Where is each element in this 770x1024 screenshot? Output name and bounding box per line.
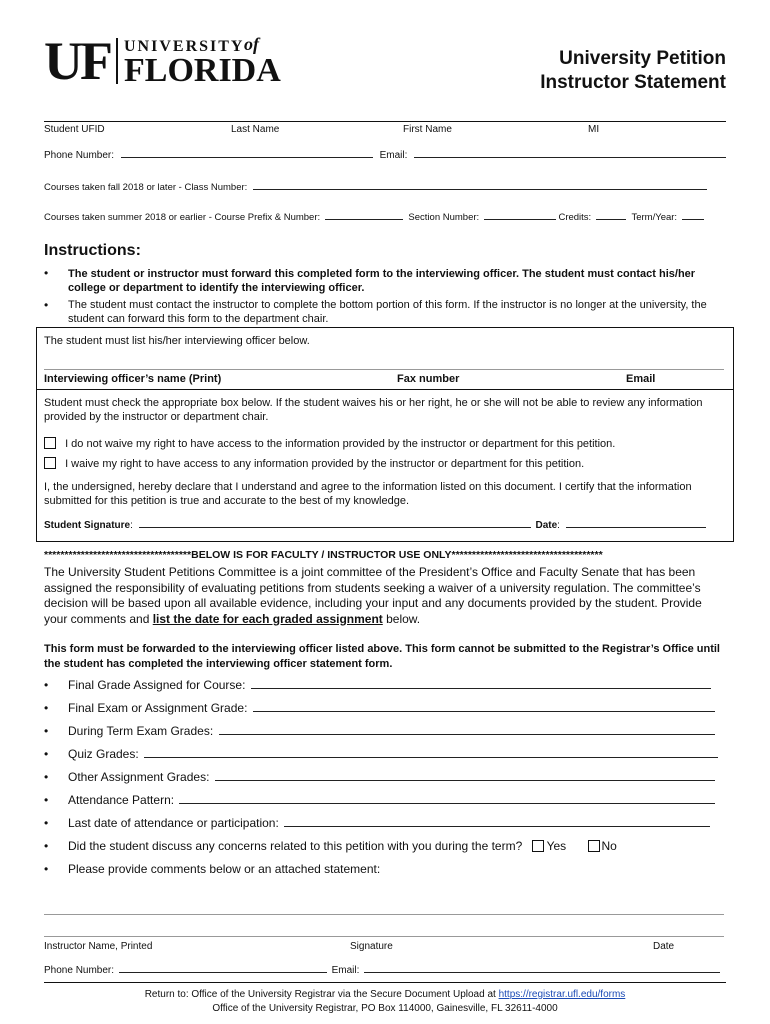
other-grades-item	[68, 770, 715, 784]
attendance-label: Attendance Pattern:	[68, 793, 175, 807]
col-officer-name: Interviewing officer’s name (Print)	[44, 373, 222, 385]
forward-notice: This form must be forwarded to the interviewing officer listed above. This form cannot be submitted to the Registrar’s Office until the student has completed the interviewing officer statement form.	[44, 643, 720, 670]
attendance-item	[68, 793, 715, 807]
footer-rule	[44, 982, 726, 983]
bullet-dot: •	[44, 678, 49, 692]
section-input[interactable]	[484, 219, 556, 220]
phone-input[interactable]	[121, 157, 373, 158]
form-title-line2: Instructor Statement	[540, 72, 726, 93]
logo-divider	[116, 38, 118, 84]
instructor-email-label: Email:	[331, 965, 360, 976]
student-date-label: Date	[535, 520, 558, 531]
final-grade-label: Final Grade Assigned for Course:	[68, 678, 246, 692]
credits-input[interactable]	[596, 219, 626, 220]
instructor-phone-input[interactable]	[119, 972, 327, 973]
logo-uf-letters: UF	[44, 31, 110, 91]
quiz-grades-label: Quiz Grades:	[68, 747, 139, 761]
no-label: No	[601, 839, 617, 853]
last-date-item	[68, 816, 710, 830]
faculty-divider-title: BELOW IS FOR FACULTY / INSTRUCTOR USE ONLY	[191, 549, 452, 561]
courses-summer-row	[44, 212, 704, 223]
option-not-waive	[44, 437, 615, 450]
other-grades-input[interactable]	[215, 780, 715, 781]
term-label: Term/Year:	[631, 212, 678, 223]
email-label: Email:	[379, 150, 408, 161]
checkbox-not-waive[interactable]	[44, 437, 56, 449]
comments-label: Please provide comments below or an attached statement:	[68, 862, 381, 876]
final-exam-label: Final Exam or Assignment Grade:	[68, 701, 248, 715]
comments-line-1[interactable]	[44, 914, 724, 915]
col-fax-number: Fax number	[397, 373, 460, 385]
courses-summer-label: Courses taken summer 2018 or earlier - Course Prefix & Number:	[44, 212, 321, 223]
declaration-text: I, the undersigned, hereby declare that I understand and agree to the information listed on this document. I certify that the information submitted for this petition is true and accurate to the best of my knowledge.	[44, 481, 692, 507]
concerns-item	[68, 839, 617, 853]
final-grade-input[interactable]	[251, 688, 711, 689]
label-student-ufid: Student UFID	[44, 124, 105, 135]
footer-return	[0, 989, 770, 1000]
footer-address: Office of the University Registrar, PO Box 114000, Gainesville, FL 32611-4000	[212, 1003, 558, 1014]
instructor-email-input[interactable]	[364, 972, 720, 973]
registrar-forms-link[interactable]: https://registrar.ufl.edu/forms	[498, 989, 626, 1000]
phone-label: Phone Number:	[44, 150, 115, 161]
bullet-dot: •	[44, 770, 49, 784]
instructor-contact-row	[44, 965, 720, 976]
officer-intro: The student must list his/her interviewing officer below.	[44, 335, 310, 347]
phone-row	[44, 150, 726, 161]
label-last-name: Last Name	[231, 124, 280, 135]
attendance-input[interactable]	[179, 803, 715, 804]
logo-of: of	[244, 34, 259, 54]
quiz-grades-item	[68, 747, 718, 761]
bullet-dot: •	[44, 701, 49, 715]
officer-table-rule	[36, 389, 734, 390]
footer-return-text: Return to: Office of the University Registrar via the Secure Document Upload at	[144, 989, 499, 1000]
instruction-bullet-2: The student must contact the instructor to complete the bottom portion of this form. If the instructor is no longer at the university, the student can forward this form to the department chair.	[68, 299, 707, 325]
credits-label: Credits:	[558, 212, 592, 223]
label-mi: MI	[588, 124, 600, 135]
final-grade-item	[68, 678, 711, 692]
bullet-dot: •	[44, 793, 49, 807]
officer-input-line[interactable]	[44, 369, 724, 370]
header-rule	[44, 121, 726, 122]
bullet-dot: •	[44, 298, 49, 312]
uf-logo	[44, 31, 304, 91]
student-date-input[interactable]	[566, 527, 706, 528]
other-grades-label: Other Assignment Grades:	[68, 770, 210, 784]
option-waive-label: I waive my right to have access to any information provided by the instructor or department for this petition.	[65, 458, 585, 470]
logo-florida: FLORIDA	[124, 52, 281, 89]
instructor-signature-label: Signature	[350, 941, 393, 952]
yes-label: Yes	[546, 839, 567, 853]
course-prefix-input[interactable]	[325, 219, 403, 220]
instructor-phone-label: Phone Number:	[44, 965, 115, 976]
concerns-label: Did the student discuss any concerns related to this petition with you during the term?	[68, 839, 523, 853]
last-date-label: Last date of attendance or participation:	[68, 816, 279, 830]
courses-fall-input[interactable]	[253, 189, 707, 190]
courses-fall-row	[44, 182, 707, 193]
label-first-name: First Name	[403, 124, 452, 135]
checkbox-yes[interactable]	[532, 840, 544, 852]
last-date-input[interactable]	[284, 826, 710, 827]
col-email: Email	[626, 373, 656, 385]
logo-university: UNIVERSITY	[124, 38, 245, 55]
stars-left: ************************************	[44, 549, 192, 561]
instructor-date-label: Date	[653, 941, 675, 952]
faculty-divider	[44, 549, 603, 561]
final-exam-item	[68, 701, 715, 715]
student-signature-input[interactable]	[139, 527, 531, 528]
bullet-dot: •	[44, 747, 49, 761]
section-label: Section Number:	[408, 212, 480, 223]
graded-assignment-emphasis: list the date for each graded assignment	[152, 611, 383, 626]
option-waive	[44, 457, 584, 470]
bullet-dot: •	[44, 266, 49, 280]
form-title-line1: University Petition	[559, 48, 726, 69]
comments-line-2[interactable]	[44, 936, 724, 937]
student-signature-label: Student Signature	[44, 520, 131, 531]
checkbox-no[interactable]	[588, 840, 600, 852]
option-not-waive-label: I do not waive my right to have access to the information provided by the instructor or department for this petition.	[65, 438, 616, 450]
bullet-dot: •	[44, 862, 49, 876]
stars-right: *************************************	[451, 549, 603, 561]
instructor-name-label: Instructor Name, Printed	[44, 941, 153, 952]
courses-fall-label: Courses taken fall 2018 or later - Class Number:	[44, 182, 248, 193]
committee-paragraph-end: below.	[382, 611, 421, 626]
term-exam-label: During Term Exam Grades:	[68, 724, 214, 738]
officer-box	[36, 327, 734, 542]
bullet-dot: •	[44, 724, 49, 738]
bullet-dot: •	[44, 839, 49, 853]
term-input[interactable]	[682, 219, 704, 220]
checkbox-waive[interactable]	[44, 457, 56, 469]
signature-row: Student Signature: Date:	[44, 520, 706, 531]
committee-paragraph-text: The University Student Petitions Committee is a joint committee of the President’s Office and Faculty Senate that has been assigned the responsibility of evaluating petitions from students seeking a waiver of a university regulation. The committee’s decision will be based upon all available evidence, including your input and any documents provided by the student. Provide your comments and	[44, 565, 702, 626]
bullet-dot: •	[44, 816, 49, 830]
final-exam-input[interactable]	[253, 711, 715, 712]
term-exam-input[interactable]	[219, 734, 715, 735]
quiz-grades-input[interactable]	[144, 757, 718, 758]
term-exam-item	[68, 724, 715, 738]
committee-paragraph	[44, 565, 728, 627]
instruction-bullet-1: The student or instructor must forward this completed form to the interviewing officer. The student must contact his/her college or department to identify the interviewing officer.	[68, 268, 696, 294]
email-input[interactable]	[414, 157, 726, 158]
instructions-heading: Instructions:	[44, 242, 141, 259]
check-instructions: Student must check the appropriate box below. If the student waives his or her right, he or she will not be able to review any information provided by the instructor or department chair.	[44, 397, 703, 423]
